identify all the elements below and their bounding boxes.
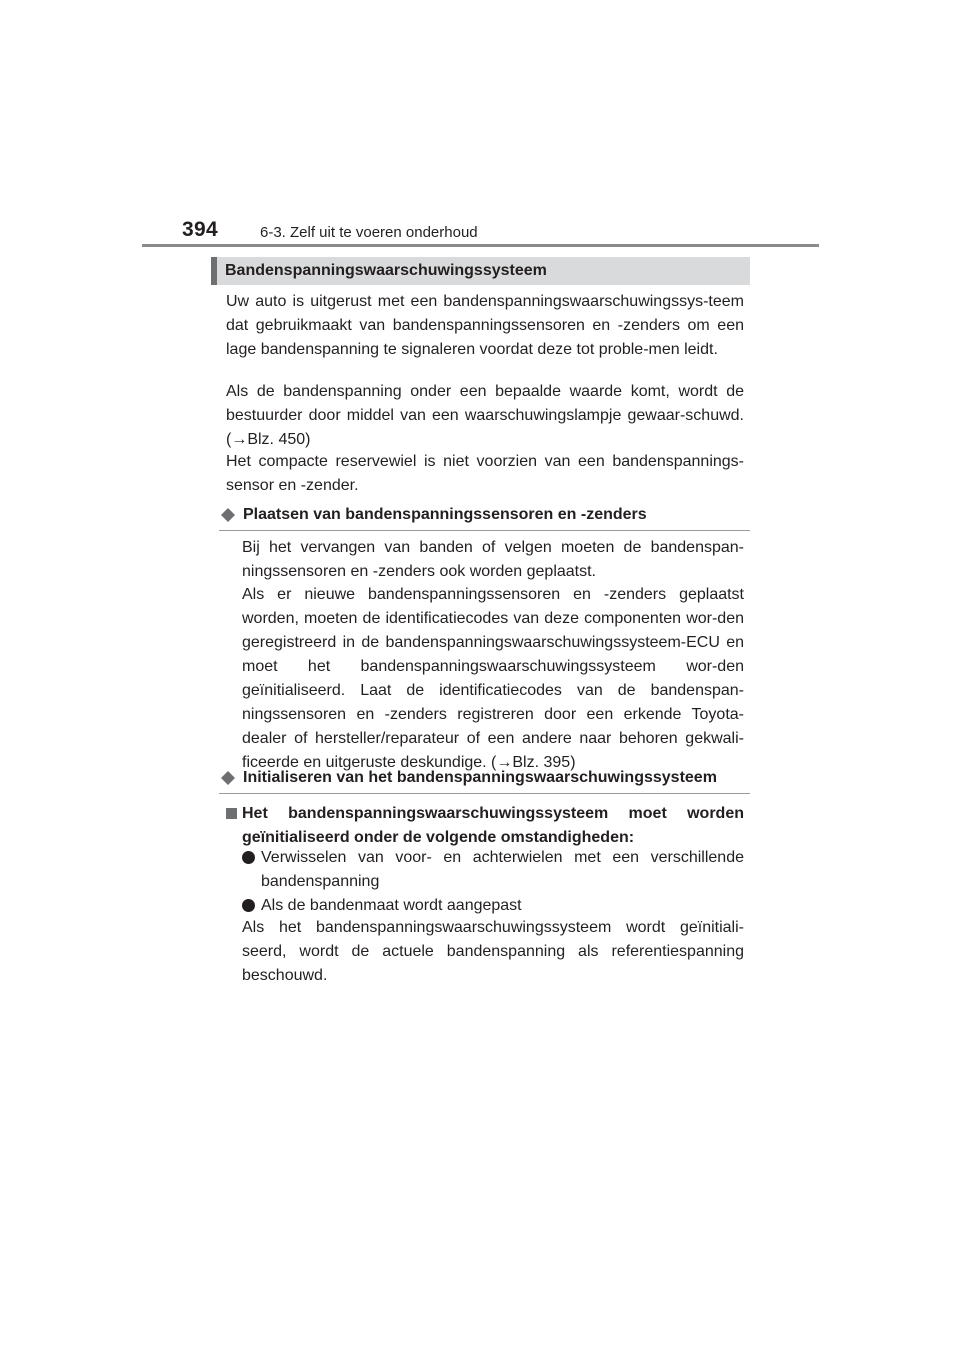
list-item-text: Als de bandenmaat wordt aangepast — [261, 897, 522, 914]
subsection-title: Initialiseren van het bandenspanningswaarschuwingssysteem — [243, 769, 717, 786]
header-divider — [142, 244, 819, 247]
page-number: 394 — [182, 218, 218, 241]
bullet-dot-icon — [242, 899, 255, 912]
section-title: Bandenspanningswaarschuwingssysteem — [225, 262, 547, 279]
section-title-bar — [211, 257, 750, 285]
subsection-title: Plaatsen van bandenspanningssensoren en -zenders — [243, 506, 647, 523]
list-item-text: Verwisselen van voor- en achterwielen met een verschillende bandenspanning — [261, 849, 744, 890]
section-bar-marker — [211, 257, 217, 285]
sensor-replace-paragraph: Bij het vervangen van banden of velgen moeten de bandenspan-ningssensoren en -zenders ook worden geplaatst. — [242, 539, 744, 580]
diamond-icon — [221, 771, 235, 785]
sensor-register-paragraph: Als er nieuwe bandenspanningssensoren en -zenders geplaatst worden, moeten de identificatiecodes van deze componenten wor-den geregistreerd in de bandenspanningswaarschuwingssysteem-ECU en moet het bandenspanningswaarschuwingssysteem wor-den geïnitialiseerd. Laat de identificatiecodes van de bandenspan-ningssensoren en -zenders registreren door een erkende Toyota-dealer of hersteller/reparateur of een andere naar behoren gekwali-ficeerde en uitgeruste deskundige. (→Blz. 395) — [242, 586, 744, 771]
warning-paragraph: Als de bandenspanning onder een bepaalde waarde komt, wordt de bestuurder door middel van een waarschuwingslampje gewaar-schuwd. (→Blz. 450) — [226, 383, 744, 448]
page-header — [182, 214, 822, 244]
conditions-heading-text: Het bandenspanningswaarschuwingssysteem moet worden geïnitialiseerd onder de volgende omstandigheden: — [242, 805, 744, 846]
bullet-dot-icon — [242, 851, 255, 864]
spare-wheel-paragraph: Het compacte reservewiel is niet voorzien van een bandenspannings-sensor en -zender. — [226, 453, 744, 494]
square-bullet-icon — [226, 808, 237, 819]
chapter-title: 6-3. Zelf uit te voeren onderhoud — [260, 224, 478, 241]
subsection-heading-sensors — [219, 504, 750, 531]
subsection-heading-initialize — [219, 767, 750, 794]
intro-paragraph: Uw auto is uitgerust met een bandenspanningswaarschuwingssys-teem dat gebruikmaakt van bandenspanningssensoren en -zenders om een lage bandenspanning te signaleren voordat deze tot proble-men leidt. — [226, 293, 744, 358]
diamond-icon — [221, 508, 235, 522]
closing-paragraph: Als het bandenspanningswaarschuwingssysteem wordt geïnitiali-seerd, wordt de actuele bandenspanning als referentiespanning beschouwd. — [242, 919, 744, 984]
